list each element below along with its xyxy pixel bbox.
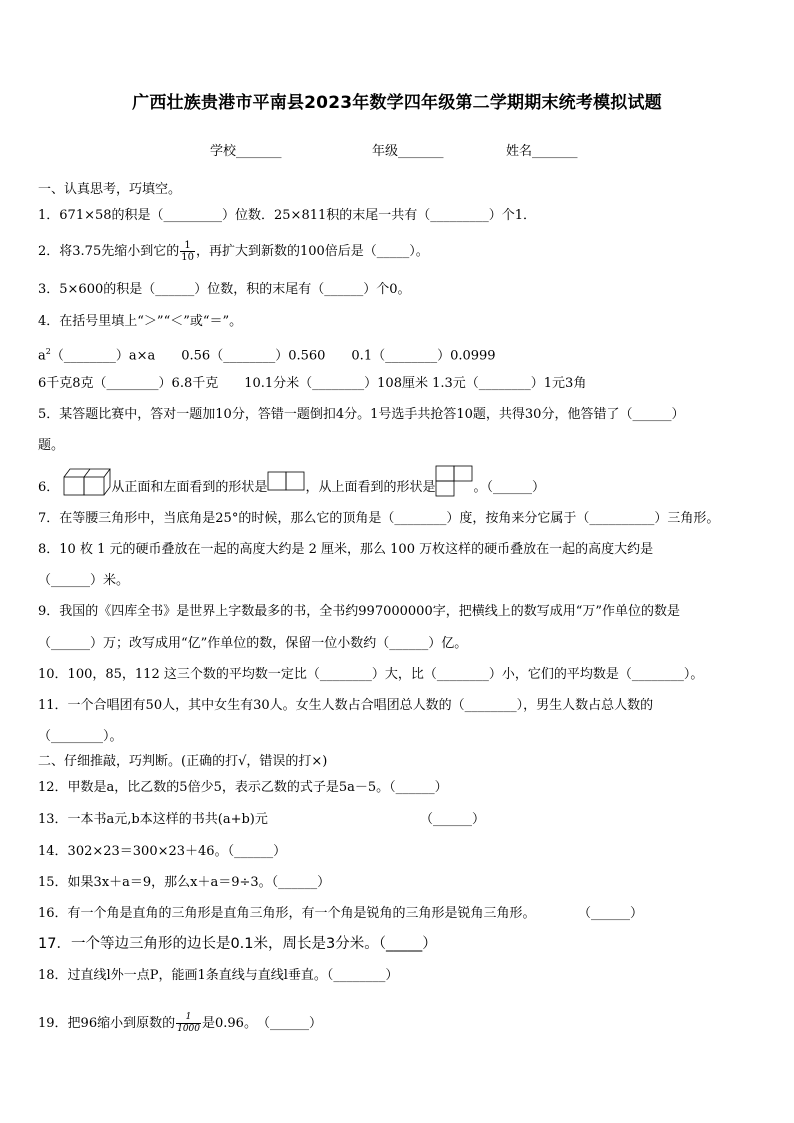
question-13: [38, 811, 268, 829]
page-title: 广西壮族贵港市平南县2023年数学四年级第二学期期末统考模拟试题: [132, 93, 662, 113]
q19-fraction: [176, 1012, 201, 1035]
front-view-icon: [267, 471, 305, 504]
section-1-heading: 一、认真思考，巧填空。: [38, 182, 182, 197]
q16-text: 16．有一个角是直角的三角形是直角三角形，有一个角是锐角的三角形是锐角三角形。: [38, 906, 536, 921]
question-7: 7．在等腰三角形中，当底角是25°的时候，那么它的顶角是（________）度，按角来分它属于（__________）三角形。: [38, 511, 720, 526]
q19-post: 是0.96。 （______）: [202, 1016, 322, 1031]
q16-answer-paren: （______）: [578, 906, 644, 921]
question-16: [38, 905, 536, 923]
question-9-line-1: 9．我国的《四库全书》是世界上字数最多的书，全书约997000000字，把横线上的数写成用“万”作单位的数是: [38, 604, 681, 619]
q4a-exponent: 2: [45, 347, 51, 356]
question-19: [38, 1012, 322, 1035]
q4a-var: a: [38, 348, 46, 364]
q2-post: ，再扩大到新数的100倍后是（_____）。: [195, 244, 429, 259]
grade-field: 年级_______: [372, 144, 444, 159]
q19-pre: 19．把96缩小到原数的: [38, 1016, 176, 1031]
top-view-icon: [435, 465, 473, 510]
q2-frac-num: 1: [180, 240, 195, 252]
question-4: 4．在括号里填上“＞”“＜”或“＝”。: [38, 314, 243, 329]
question-8-line-2: （______）米。: [38, 573, 130, 588]
q6-mid-text: 从正面和左面看到的形状是: [111, 480, 268, 495]
question-10: 10．100，85，112 这三个数的平均数一定比（________）大，比（________）小，它们的平均数是（________）。: [38, 667, 704, 682]
question-11-line-2: （________）。: [38, 729, 123, 744]
q6-number: 6．: [38, 480, 60, 495]
question-15: 15．如果3x＋a＝9，那么x＋a＝9÷3。（______）: [38, 875, 331, 890]
question-11-line-1: 11．一个合唱团有50人，其中女生有30人。女生人数占合唱团总人数的（________），男生人数占总人数的: [38, 698, 654, 713]
cube-figure-icon: [63, 466, 111, 509]
section-2-heading: 二、仔细推敲，巧判断。(正确的打√，错误的打×): [38, 754, 328, 769]
question-3: 3．5×600的积是（______）位数，积的末尾有（______）个0。: [38, 282, 411, 297]
question-1: 1．671×58的积是（_________）位数．25×811积的末尾一共有（_________）个1．: [38, 208, 537, 223]
question-18: 18．过直线l外一点P，能画1条直线与直线l垂直。（________）: [38, 968, 399, 983]
q2-fraction: [180, 240, 195, 263]
question-5-line-2: 题。: [38, 438, 65, 453]
question-6: [38, 465, 545, 510]
q19-frac-num: 1: [176, 1012, 201, 1024]
q6-end-text: 。（______）: [473, 480, 545, 495]
q13-text: 13．一本书a元,b本这样的书共(a+b)元: [38, 812, 268, 827]
question-4-row-a: [38, 343, 496, 365]
q4a-rest: （________）a×a 0.56（________）0.560 0.1（________）0.0999: [50, 348, 496, 364]
question-17: 17．一个等边三角形的边长是0.1米，周长是3分米。（_____）: [38, 936, 437, 952]
name-field: 姓名_______: [506, 144, 578, 159]
question-4-row-b: 6千克8克（________）6.8千克 10.1分米（________）108厘米 1.3元（________）1元3角: [38, 376, 587, 391]
question-8-line-1: 8．10 枚 1 元的硬币叠放在一起的高度大约是 2 厘米，那么 100 万枚这样的硬币叠放在一起的高度大约是: [38, 542, 654, 557]
question-9-line-2: （______）万；改写成用“亿”作单位的数，保留一位小数约（______）亿。: [38, 636, 468, 651]
school-field: 学校_______: [210, 144, 282, 159]
question-2: [38, 240, 429, 263]
q19-frac-den: 1000: [177, 1024, 200, 1034]
question-14: 14．302×23＝300×23＋46。（______）: [38, 844, 287, 859]
q6-mid2-text: ，从上面看到的形状是: [305, 480, 436, 495]
question-5-line-1: 5．某答题比赛中，答对一题加10分，答错一题倒扣4分。1号选手共抢答10题，共得30分，他答错了（______）: [38, 407, 685, 422]
q2-pre: 2．将3.75先缩小到它的: [38, 244, 180, 259]
q2-frac-den: 10: [181, 252, 194, 263]
q13-answer-paren: （______）: [420, 812, 486, 827]
question-12: 12．甲数是a，比乙数的5倍少5，表示乙数的式子是5a－5。（______）: [38, 780, 448, 795]
